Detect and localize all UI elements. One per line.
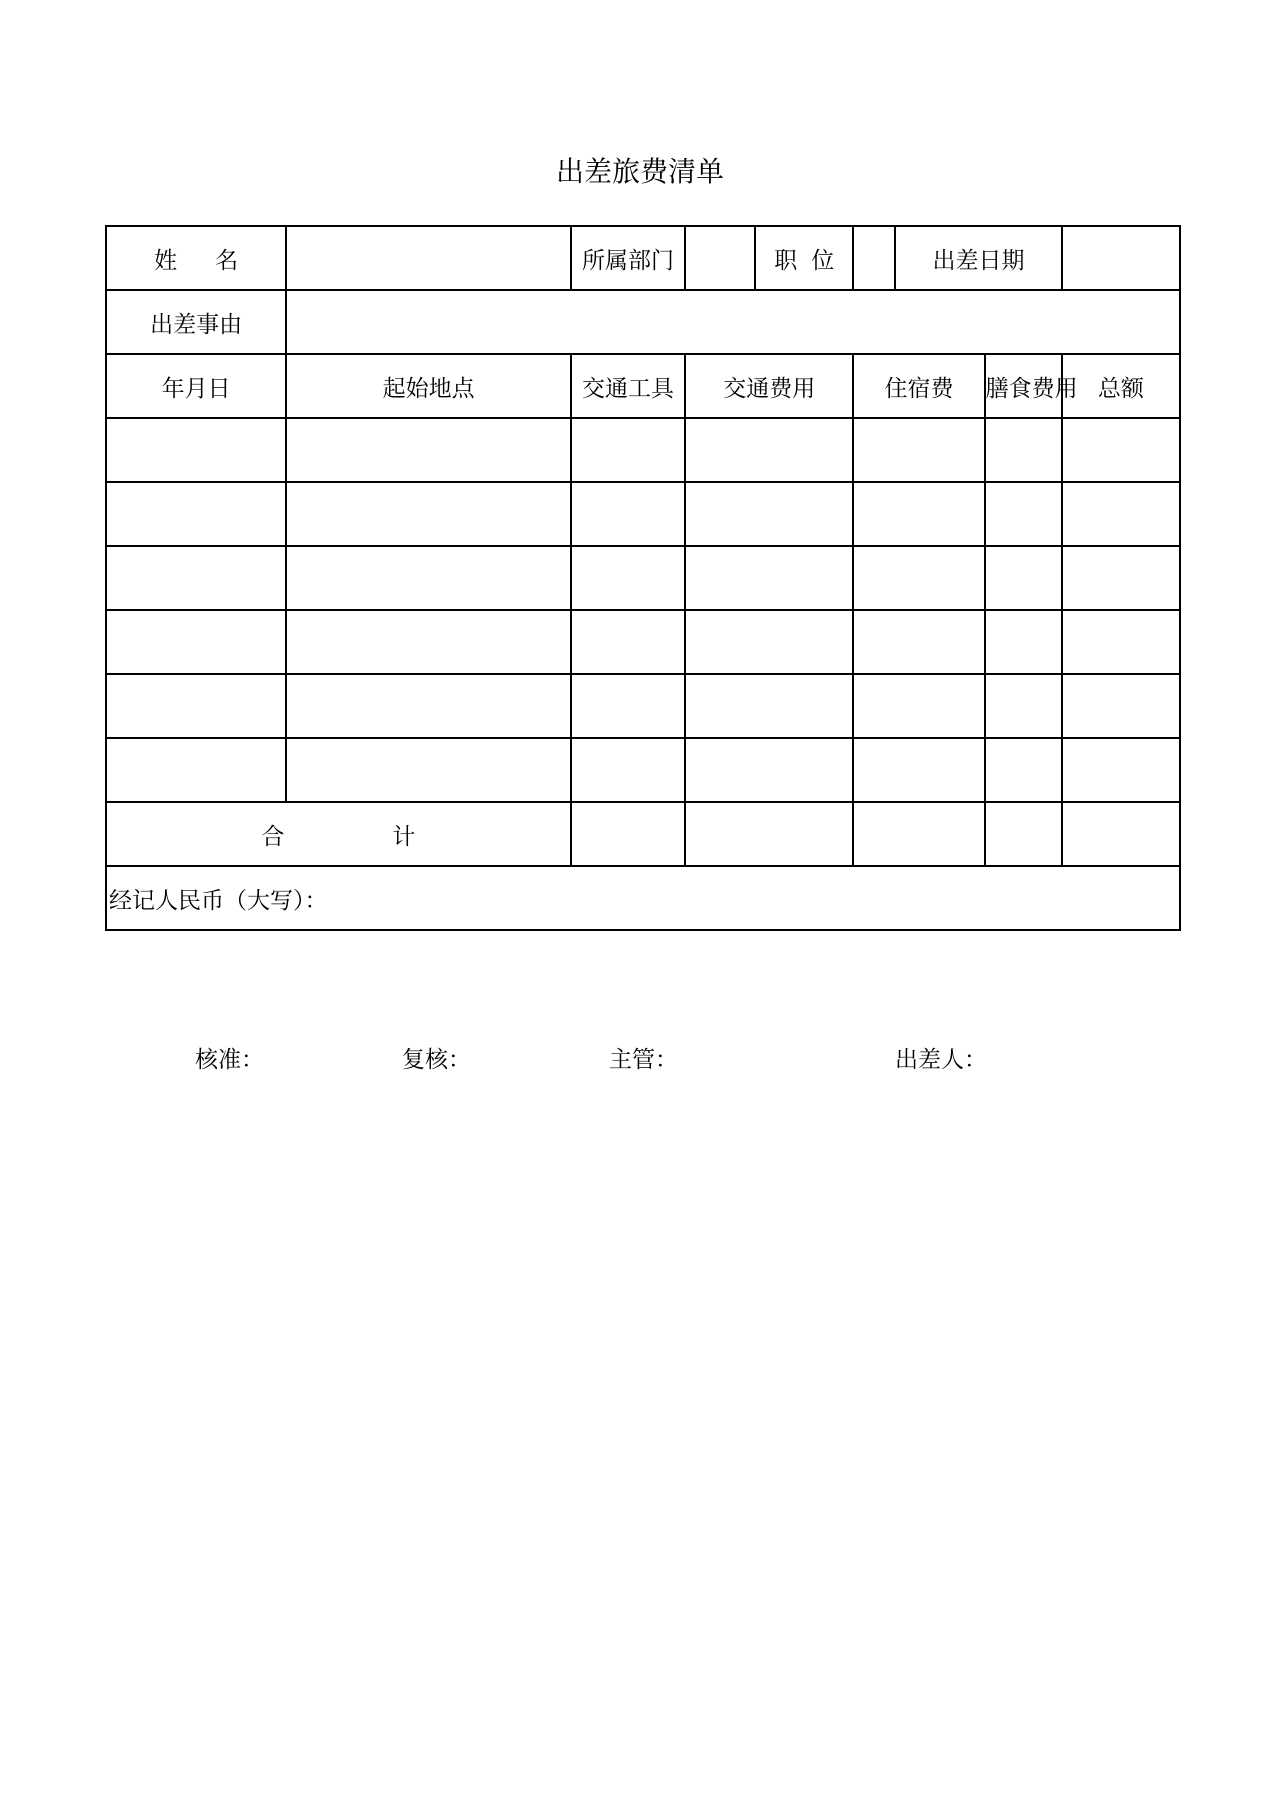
table-row	[106, 610, 1180, 674]
meals-cell[interactable]	[985, 674, 1062, 738]
lodging-cell[interactable]	[853, 674, 984, 738]
route-cell[interactable]	[286, 482, 571, 546]
signature-line	[0, 1042, 1280, 1082]
column-header-route: 起始地点	[286, 354, 571, 418]
trip-reason-field[interactable]	[286, 290, 1180, 354]
column-header-meals: 膳食费用	[985, 354, 1062, 418]
name-field[interactable]	[286, 226, 571, 290]
reason-row	[106, 290, 1180, 354]
review-signature-label: 复核：	[402, 1047, 471, 1073]
date-cell[interactable]	[106, 418, 286, 482]
department-field[interactable]	[685, 226, 755, 290]
trip-reason-label: 出差事由	[106, 290, 286, 354]
date-cell[interactable]	[106, 546, 286, 610]
total-label: 合 计	[106, 802, 571, 866]
meals-cell[interactable]	[985, 482, 1062, 546]
trip-date-label: 出差日期	[895, 226, 1061, 290]
total-cell[interactable]	[1062, 546, 1180, 610]
amount-in-words-label: 经记人民币（大写）：	[109, 887, 328, 914]
date-cell[interactable]	[106, 610, 286, 674]
table-row	[106, 418, 1180, 482]
name-label: 姓 名	[106, 226, 286, 290]
route-cell[interactable]	[286, 418, 571, 482]
transport-cell[interactable]	[571, 546, 685, 610]
document-title: 出差旅费清单	[555, 155, 724, 188]
column-header-row	[106, 354, 1180, 418]
total-transport-cost-cell[interactable]	[685, 802, 853, 866]
trip-date-field[interactable]	[1062, 226, 1180, 290]
position-label: 职 位	[755, 226, 853, 290]
total-cell[interactable]	[1062, 482, 1180, 546]
traveler-signature-label: 出差人：	[895, 1047, 987, 1073]
lodging-cell[interactable]	[853, 610, 984, 674]
total-cell[interactable]	[1062, 418, 1180, 482]
route-cell[interactable]	[286, 546, 571, 610]
transport-cell[interactable]	[571, 610, 685, 674]
lodging-cell[interactable]	[853, 482, 984, 546]
table-row	[106, 546, 1180, 610]
amount-in-words-field[interactable]	[106, 866, 1180, 930]
travel-expense-table	[105, 225, 1181, 931]
column-header-transport-cost: 交通费用	[685, 354, 853, 418]
route-cell[interactable]	[286, 738, 571, 802]
date-cell[interactable]	[106, 738, 286, 802]
total-row	[106, 802, 1180, 866]
table-row	[106, 482, 1180, 546]
total-transport-cell[interactable]	[571, 802, 685, 866]
department-label: 所属部门	[571, 226, 685, 290]
approve-signature-label: 核准：	[195, 1047, 264, 1073]
total-cell[interactable]	[1062, 674, 1180, 738]
transport-cost-cell[interactable]	[685, 482, 853, 546]
position-field[interactable]	[853, 226, 895, 290]
lodging-cell[interactable]	[853, 738, 984, 802]
supervisor-signature-label: 主管：	[609, 1047, 678, 1073]
transport-cost-cell[interactable]	[685, 738, 853, 802]
transport-cell[interactable]	[571, 738, 685, 802]
route-cell[interactable]	[286, 610, 571, 674]
transport-cost-cell[interactable]	[685, 546, 853, 610]
column-header-date: 年月日	[106, 354, 286, 418]
meals-cell[interactable]	[985, 418, 1062, 482]
header-row	[106, 226, 1180, 290]
column-header-lodging: 住宿费	[853, 354, 984, 418]
total-meals-cell[interactable]	[985, 802, 1062, 866]
transport-cost-cell[interactable]	[685, 418, 853, 482]
date-cell[interactable]	[106, 482, 286, 546]
total-lodging-cell[interactable]	[853, 802, 984, 866]
table-row	[106, 674, 1180, 738]
transport-cost-cell[interactable]	[685, 610, 853, 674]
total-cell[interactable]	[1062, 738, 1180, 802]
column-header-total: 总额	[1062, 354, 1180, 418]
transport-cell[interactable]	[571, 418, 685, 482]
lodging-cell[interactable]	[853, 418, 984, 482]
transport-cost-cell[interactable]	[685, 674, 853, 738]
transport-cell[interactable]	[571, 482, 685, 546]
total-cell[interactable]	[1062, 610, 1180, 674]
meals-cell[interactable]	[985, 610, 1062, 674]
route-cell[interactable]	[286, 674, 571, 738]
lodging-cell[interactable]	[853, 546, 984, 610]
grand-total-cell[interactable]	[1062, 802, 1180, 866]
transport-cell[interactable]	[571, 674, 685, 738]
table-row	[106, 738, 1180, 802]
date-cell[interactable]	[106, 674, 286, 738]
amount-in-words-row	[106, 866, 1180, 930]
meals-cell[interactable]	[985, 546, 1062, 610]
column-header-transport: 交通工具	[571, 354, 685, 418]
meals-cell[interactable]	[985, 738, 1062, 802]
